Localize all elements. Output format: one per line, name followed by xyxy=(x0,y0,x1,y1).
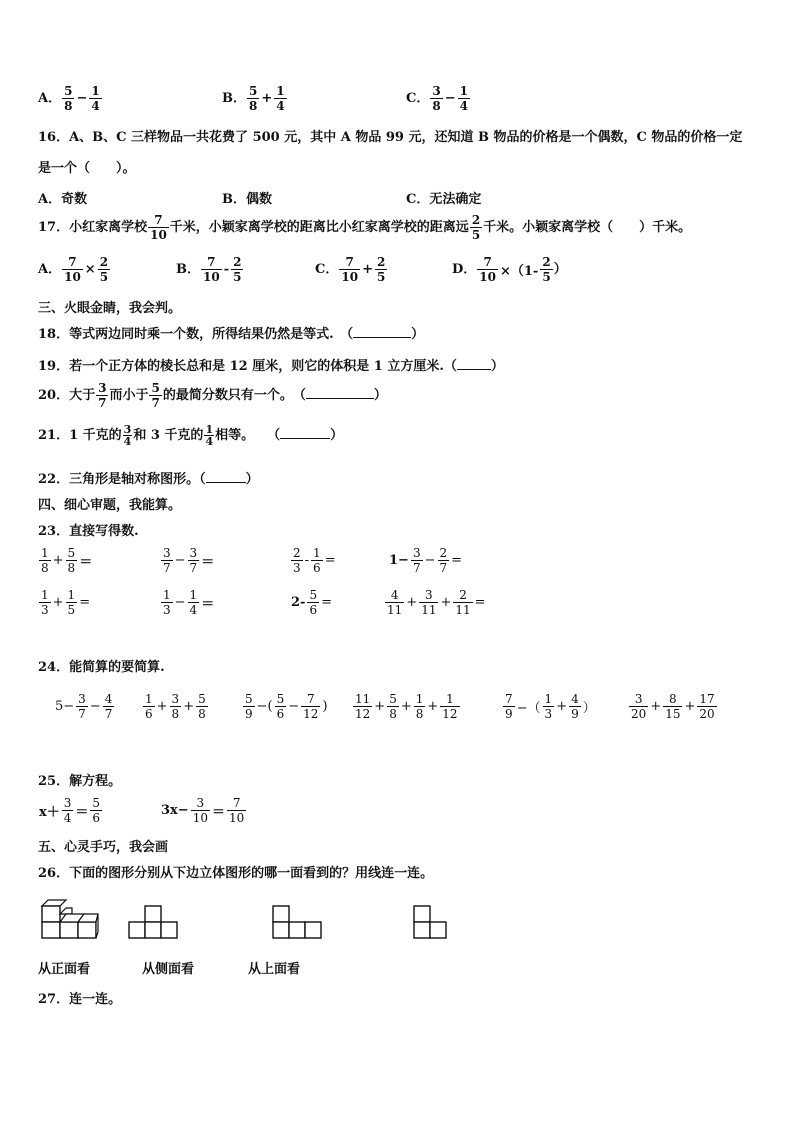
q16-text-line1: 16．A、B、C 三样物品一共花费了 500 元，其中 A 物品 99 元，还知道 B 物品的价格是一个偶数，C 物品的价格一定 xyxy=(38,130,743,145)
q26-label-front: 从正面看 xyxy=(38,962,91,977)
q15-option-a: A． $\frac{5}{8}$ − $\frac{1}{4}$ xyxy=(38,84,100,113)
q26-solid-figure xyxy=(36,898,100,942)
q25-title: 25．解方程。 xyxy=(38,774,122,789)
q23-expr-r1c3: $\frac{2}{3}$ - $\frac{1}{6}$ = xyxy=(293,546,336,575)
q17-option-a: A． $\frac{7}{10}$ × $\frac{2}{5}$ xyxy=(38,255,109,284)
q25-equation-1: x＋ $\frac{3}{4}$ ＝ $\frac{5}{6}$ xyxy=(39,796,101,825)
q17-option-d: D． $\frac{7}{10}$ ×（1- $\frac{2}{5}$ ） xyxy=(452,255,567,284)
q23-expr-r2c3: 2- $\frac{5}{6}$ = xyxy=(291,588,332,617)
q26-side-view-shape xyxy=(128,904,178,940)
q17-option-b: B． $\frac{7}{10}$ - $\frac{2}{5}$ xyxy=(176,255,242,284)
q16-option-c: C．无法确定 xyxy=(406,192,482,207)
q26-title: 26．下面的图形分别从下边立体图形的哪一面看到的？用线连一连。 xyxy=(38,866,434,881)
q15-option-c: C． $\frac{3}{8}$ − $\frac{1}{4}$ xyxy=(406,84,468,113)
q21-text: 21．1 千克的 $\frac{3}{4}$ 和 3 千克的 $\frac{1}{4}$ 相等。 （ ） xyxy=(38,423,344,448)
q24-expr-1: 5− $\frac{3}{7}$ − $\frac{4}{7}$ xyxy=(55,692,113,721)
q23-expr-r2c4: $\frac{4}{11}$ + $\frac{3}{11}$ + $\frac{2}{11}$ = xyxy=(387,588,486,617)
q24-title: 24．能简算的要简算. xyxy=(38,660,165,675)
q26-front-view-shape xyxy=(412,904,448,940)
q16-option-a: A．奇数 xyxy=(38,192,88,207)
q23-expr-r1c2: $\frac{3}{7}$ − $\frac{3}{7}$ ＝ xyxy=(163,546,215,575)
q24-expr-4: $\frac{11}{12}$ + $\frac{5}{8}$ + $\frac{1}{8}$ + $\frac{1}{12}$ xyxy=(355,692,458,721)
q24-expr-3: $\frac{5}{9}$ −( $\frac{5}{6}$ − $\frac{7}{12}$ ) xyxy=(245,692,328,721)
q23-title: 23．直接写得数. xyxy=(38,524,139,539)
q23-expr-r2c2: $\frac{1}{3}$ − $\frac{1}{4}$ ＝ xyxy=(163,588,215,617)
section-4-heading: 四、细心审题，我能算。 xyxy=(38,498,182,513)
q18-text: 18．等式两边同时乘一个数，所得结果仍然是等式. （ ） xyxy=(38,327,425,342)
q26-label-top: 从上面看 xyxy=(248,962,301,977)
q24-expr-5: $\frac{7}{9}$ −（ $\frac{1}{3}$ + $\frac{4}{9}$ ） xyxy=(505,692,596,721)
q22-text: 22．三角形是轴对称图形。（ ） xyxy=(38,472,259,487)
q24-expr-6: $\frac{3}{20}$ + $\frac{8}{15}$ + $\frac{17}{20}$ xyxy=(631,692,715,721)
q20-text: 20．大于 $\frac{3}{7}$ 而小于 $\frac{5}{7}$ 的最简分数只有一个。 （ ） xyxy=(38,381,387,410)
q26-label-side: 从侧面看 xyxy=(142,962,195,977)
q17-text: 17．小红家离学校 $\frac{7}{10}$ 千米，小颖家离学校的距离比小红家离学校的距离远 $\frac{2}{5}$ 千米。小颖家离学校（ ）千米。 xyxy=(38,213,692,242)
q16-text-line2: 是一个（ ）。 xyxy=(38,161,136,176)
section-3-heading: 三、火眼金睛，我会判。 xyxy=(38,301,182,316)
q23-expr-r1c4: 1− $\frac{3}{7}$ − $\frac{2}{7}$ = xyxy=(389,546,463,575)
q24-expr-2: $\frac{1}{6}$ + $\frac{3}{8}$ + $\frac{5}{8}$ xyxy=(145,692,206,721)
q23-expr-r1c1: $\frac{1}{8}$ + $\frac{5}{8}$ ＝ xyxy=(41,546,93,575)
q19-text: 19．若一个正方体的棱长总和是 12 厘米，则它的体积是 1 立方厘米.（ ） xyxy=(38,359,504,374)
q25-equation-2: 3x− $\frac{3}{10}$ ＝ $\frac{7}{10}$ xyxy=(161,796,245,825)
q16-option-b: B．偶数 xyxy=(222,192,272,207)
q23-expr-r2c1: $\frac{1}{3}$ + $\frac{1}{5}$ = xyxy=(41,588,91,617)
q27-title: 27．连一连。 xyxy=(38,992,122,1007)
q26-top-view-shape xyxy=(272,904,322,940)
q17-option-c: C． $\frac{7}{10}$ + $\frac{2}{5}$ xyxy=(315,255,386,284)
q15-option-b: B． $\frac{5}{8}$ + $\frac{1}{4}$ xyxy=(222,84,285,113)
section-5-heading: 五、心灵手巧，我会画 xyxy=(38,840,169,855)
